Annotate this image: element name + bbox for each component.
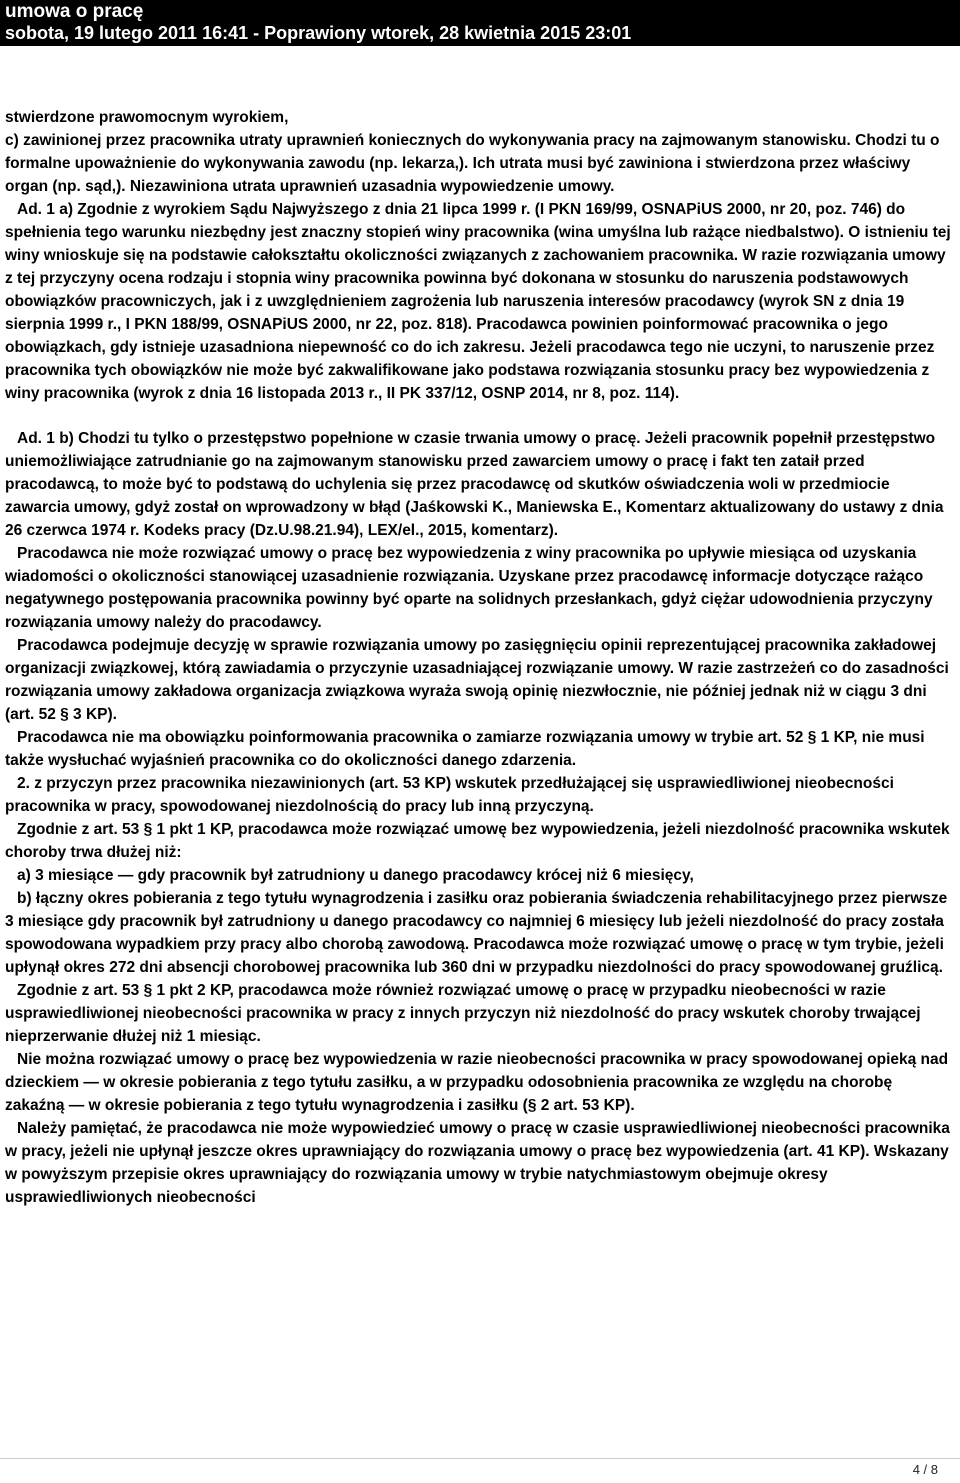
- paragraph: Zgodnie z art. 53 § 1 pkt 2 KP, pracodawca może również rozwiązać umowę o pracę w przypadku nieobecności w razie usprawiedliwionej nieobecności pracownika w pracy z innych przyczyn niż niezdolność do pracy wskutek choroby trwającej nieprzerwanie dłużej niż 1 miesiąc.: [5, 982, 921, 1045]
- list-item: a) 3 miesiące — gdy pracownik był zatrudniony u danego pracodawcy krócej niż 6 miesięcy,: [17, 867, 694, 884]
- paragraph: 2. z przyczyn przez pracownika niezawinionych (art. 53 KP) wskutek przedłużającej się usprawiedliwionej nieobecności pracownika w pracy, spowodowanej niezdolnością do pracy lub inną przyczyną.: [5, 775, 894, 815]
- footer-divider: [0, 1458, 960, 1459]
- document-header: [0, 0, 960, 46]
- list-item: b) łączny okres pobierania z tego tytułu wynagrodzenia i zasiłku oraz pobierania świadczenia rehabilitacyjnego przez pierwsze 3 miesiące gdy pracownik był zatrudniony u danego pracodawcy co najmniej 6 miesięcy lub jeżeli niezdolność do pracy została spowodowana wypadkiem przy pracy albo chorobą zawodową. Pracodawca może rozwiązać umowę o pracę w tym trybie, jeżeli upłynął okres 272 dni absencji chorobowej pracownika lub 360 dni w przypadku niezdolności do pracy spowodowanej gruźlicą.: [5, 890, 948, 976]
- paragraph: stwierdzone prawomocnym wyrokiem,: [5, 109, 289, 126]
- paragraph: Pracodawca nie może rozwiązać umowy o pracę bez wypowiedzenia z winy pracownika po upływie miesiąca od uzyskania wiadomości o okoliczności stanowiącej uzasadnienie rozwiązania. Uzyskane przez pracodawcę informacje dotyczące rażąco negatywnego postępowania pracownika powinny być oparte na solidnych przesłankach, gdyż ciężar udowodnienia przyczyny rozwiązania umowy należy do pracodawcy.: [5, 545, 933, 631]
- paragraph: Ad. 1 b) Chodzi tu tylko o przestępstwo popełnione w czasie trwania umowy o pracę. Jeżeli pracownik popełnił przestępstwo uniemożliwiające zatrudnianie go na zajmowanym stanowisku przed zawarciem umowy o pracę i fakt ten zataił przed pracodawcą, to może być to podstawą do uchylenia się przez pracodawcę od skutków oświadczenia woli w przedmiocie zawarcia umowy, gdyż został on wprowadzony w błąd (Jaśkowski K., Maniewska E., Komentarz aktualizowany do ustawy z dnia 26 czerwca 1974 r. Kodeks pracy (Dz.U.98.21.94), LEX/el., 2015, komentarz).: [5, 430, 944, 539]
- paragraph: Pracodawca nie ma obowiązku poinformowania pracownika o zamiarze rozwiązania umowy w trybie art. 52 § 1 KP, nie musi także wysłuchać wyjaśnień pracownika co do okoliczności danego zdarzenia.: [5, 729, 925, 769]
- paragraph: Ad. 1 a) Zgodnie z wyrokiem Sądu Najwyższego z dnia 21 lipca 1999 r. (I PKN 169/99, OSNAPiUS 2000, nr 20, poz. 746) do spełnienia tego warunku niezbędny jest znaczny stopień winy pracownika (wina umyślna lub rażące niedbalstwo). O istnieniu tej winy wnioskuje się na podstawie całokształtu okoliczności związanych z zachowaniem pracownika. W razie rozwiązania umowy z tej przyczyny ocena rodzaju i stopnia winy pracownika powinna być dokonana w stosunku do naruszenia podstawowych obowiązków pracowniczych, jak i z uwzględnieniem zagrożenia lub naruszenia interesów pracodawcy (wyrok SN z dnia 19 sierpnia 1999 r., I PKN 188/99, OSNAPiUS 2000, nr 22, poz. 818). Pracodawca powinien poinformować pracownika o jego obowiązkach, gdy istnieje uzasadniona niepewność co do ich zakresu. Jeżeli pracodawca tego nie uczyni, to naruszenie przez pracownika tych obowiązków nie może być zakwalifikowane jako podstawa rozwiązania stosunku pracy bez wypowiedzenia z winy pracownika (wyrok z dnia 16 listopada 2013 r., II PK 337/12, OSNP 2014, nr 8, poz. 114).: [5, 201, 951, 402]
- document-title: umowa o pracę: [5, 1, 144, 22]
- paragraph: Pracodawca podejmuje decyzję w sprawie rozwiązania umowy po zasięgnięciu opinii reprezentującej pracownika zakładowej organizacji związkowej, którą zawiadamia o przyczynie uzasadniającej rozwiązanie umowy. W razie zastrzeżeń co do zasadności rozwiązania umowy zakładowa organizacja związkowa wyraża swoją opinię niezwłocznie, nie później jednak niż w ciągu 3 dni (art. 52 § 3 KP).: [5, 637, 949, 723]
- document-date-line: sobota, 19 lutego 2011 16:41 - Poprawiony wtorek, 28 kwietnia 2015 23:01: [5, 23, 632, 43]
- paragraph: Należy pamiętać, że pracodawca nie może wypowiedzieć umowy o pracę w czasie usprawiedliwionej nieobecności pracownika w pracy, jeżeli nie upłynął jeszcze okres uprawniający do rozwiązania umowy o pracę bez wypowiedzenia (art. 41 KP). Wskazany w powyższym przepisie okres uprawniający do rozwiązania umowy w trybie natychmiastowym obejmuje okresy usprawiedliwionych nieobecności: [5, 1120, 950, 1206]
- paragraph: Nie można rozwiązać umowy o pracę bez wypowiedzenia w razie nieobecności pracownika w pracy spowodowanej opieką nad dzieckiem — w okresie pobierania z tego tytułu zasiłku, a w przypadku odosobnienia pracownika ze względu na chorobę zakaźną — w okresie pobierania z tego tytułu wynagrodzenia i zasiłku (§ 2 art. 53 KP).: [5, 1051, 949, 1114]
- paragraph: Zgodnie z art. 53 § 1 pkt 1 KP, pracodawca może rozwiązać umowę bez wypowiedzenia, jeżeli niezdolność pracownika wskutek choroby trwa dłużej niż:: [5, 821, 950, 861]
- document-body: [5, 106, 955, 1209]
- paragraph: c) zawinionej przez pracownika utraty uprawnień koniecznych do wykonywania pracy na zajmowanym stanowisku. Chodzi tu o formalne upoważnienie do wykonywania zawodu (np. lekarza,). Ich utrata musi być zawiniona i stwierdzona przez właściwy organ (np. sąd,). Niezawiniona utrata uprawnień uzasadnia wypowiedzenie umowy.: [5, 132, 940, 195]
- page-number: 4 / 8: [912, 1462, 938, 1477]
